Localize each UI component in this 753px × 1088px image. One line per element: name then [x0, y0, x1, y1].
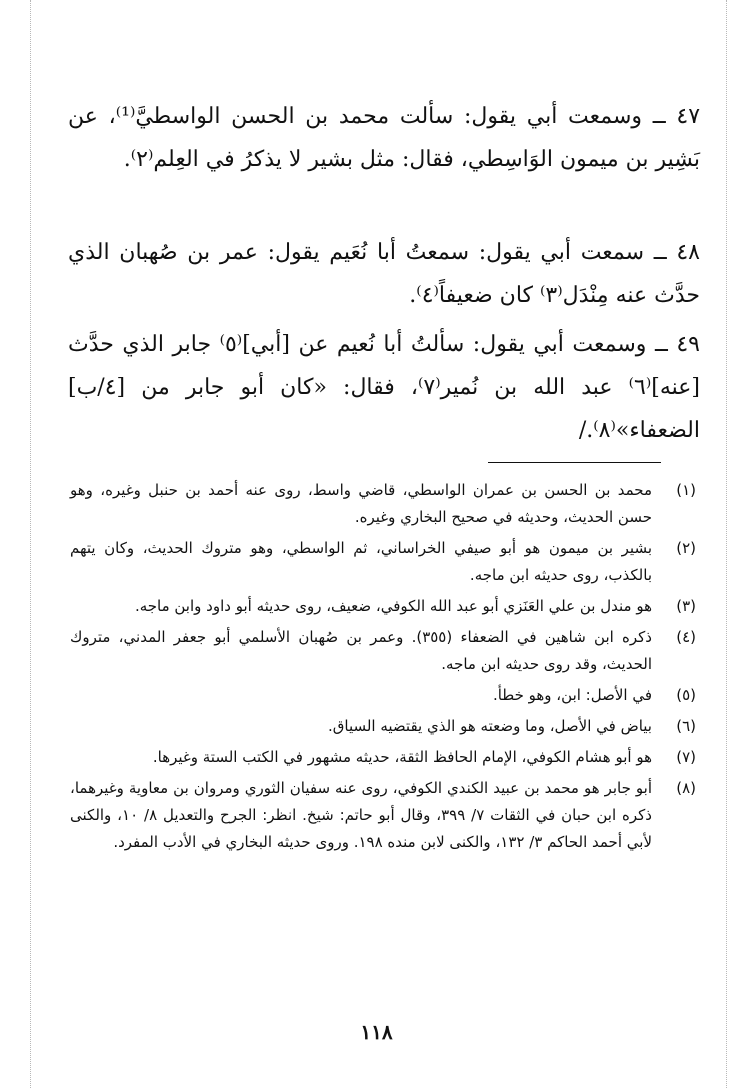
paragraph-text: ٤٨ ــ سمعت أبي يقول: سمعتُ أبا نُعَيم يقول: عمر بن صُهبان الذي حدَّث عنه مِنْدَل⁽٣⁾ كان ضعيفاً⁽٤⁾.: [68, 240, 700, 308]
right-margin-dots: [726, 0, 727, 1088]
footnote-text: أبو جابر هو محمد بن عبيد الكندي الكوفي، روى عنه سفيان الثوري ومروان بن معاوية وغيرهما، ذكره ابن حبان في الثقات ٧/ ٣٩٩، وقال أبو حاتم: شيخ. انظر: الجرح والتعديل ٨/ ١٠، والكنى لأبي أحمد الحاكم ٣/ ١٣٢، والكنى لابن منده ١٩٨. وروى حديثه البخاري في الأدب المفرد.: [70, 779, 652, 851]
paragraph-text: ٤٩ ــ وسمعت أبي يقول: سألتُ أبا نُعيم عن [أبي]⁽٥⁾ جابر الذي حدَّث [عنه]⁽٦⁾ عبد الله بن نُمير⁽٧⁾، فقال: «كان أبو جابر من [٤/ب] الضعفاء»⁽٨⁾./: [68, 332, 701, 443]
paragraph-47: [68, 95, 700, 181]
paragraph-49: [68, 323, 700, 452]
footnote-number: (١): [676, 481, 696, 499]
footnotes-section: [70, 477, 696, 860]
footnote-number: (٥): [676, 686, 696, 704]
paragraph-text: ٤٧ ــ وسمعت أبي يقول: سألت محمد بن الحسن الواسطيَّ⁽¹⁾، عن بَشِير بن ميمون الوَاسِطي، فقال: مثل بشير لا يذكرُ في العِلم⁽٢⁾.: [68, 104, 701, 172]
paragraph-48: [68, 231, 700, 317]
footnote-number: (٢): [676, 539, 696, 557]
footnote-text: هو مندل بن علي العَنَزي أبو عبد الله الكوفي، ضعيف، روى حديثه أبو داود وابن ماجه.: [134, 597, 652, 615]
footnote-2: [70, 535, 696, 589]
footnote-8: [70, 775, 696, 856]
left-margin-dots: [30, 0, 31, 1088]
footnote-3: [70, 593, 696, 620]
footnote-text: في الأصل: ابن، وهو خطأ.: [492, 686, 652, 704]
footnote-1: [70, 477, 696, 531]
footnote-7: [70, 744, 696, 771]
footnote-number: (٨): [676, 779, 696, 797]
footnote-text: محمد بن الحسن بن عمران الواسطي، قاضي واسط، روى عنه أحمد بن حنبل وغيره، وهو حسن الحديث، وحديثه في صحيح البخاري وغيره.: [70, 481, 652, 526]
page-number: ١١٨: [360, 1020, 393, 1044]
footnote-text: هو أبو هشام الكوفي، الإمام الحافظ الثقة، حديثه مشهور في الكتب الستة وغيرها.: [152, 748, 652, 766]
footnote-text: ذكره ابن شاهين في الضعفاء (٣٥٥). وعمر بن صُهبان الأسلمي أبو جعفر المدني، متروك الحديث، وقد روى حديثه ابن ماجه.: [70, 628, 652, 673]
footnote-number: (٧): [676, 748, 696, 766]
footnote-6: [70, 713, 696, 740]
footnote-number: (٤): [676, 628, 696, 646]
footnote-number: (٦): [676, 717, 696, 735]
footnote-text: بياض في الأصل، وما وضعته هو الذي يقتضيه السياق.: [327, 717, 652, 735]
footnote-text: بشير بن ميمون هو أبو صيفي الخراساني، ثم الواسطي، وهو متروك الحديث، وكان يتهم بالكذب، روى حديثه ابن ماجه.: [70, 539, 652, 584]
footnote-5: [70, 682, 696, 709]
footnote-number: (٣): [676, 597, 696, 615]
footnote-separator: [488, 462, 661, 463]
footnote-4: [70, 624, 696, 678]
